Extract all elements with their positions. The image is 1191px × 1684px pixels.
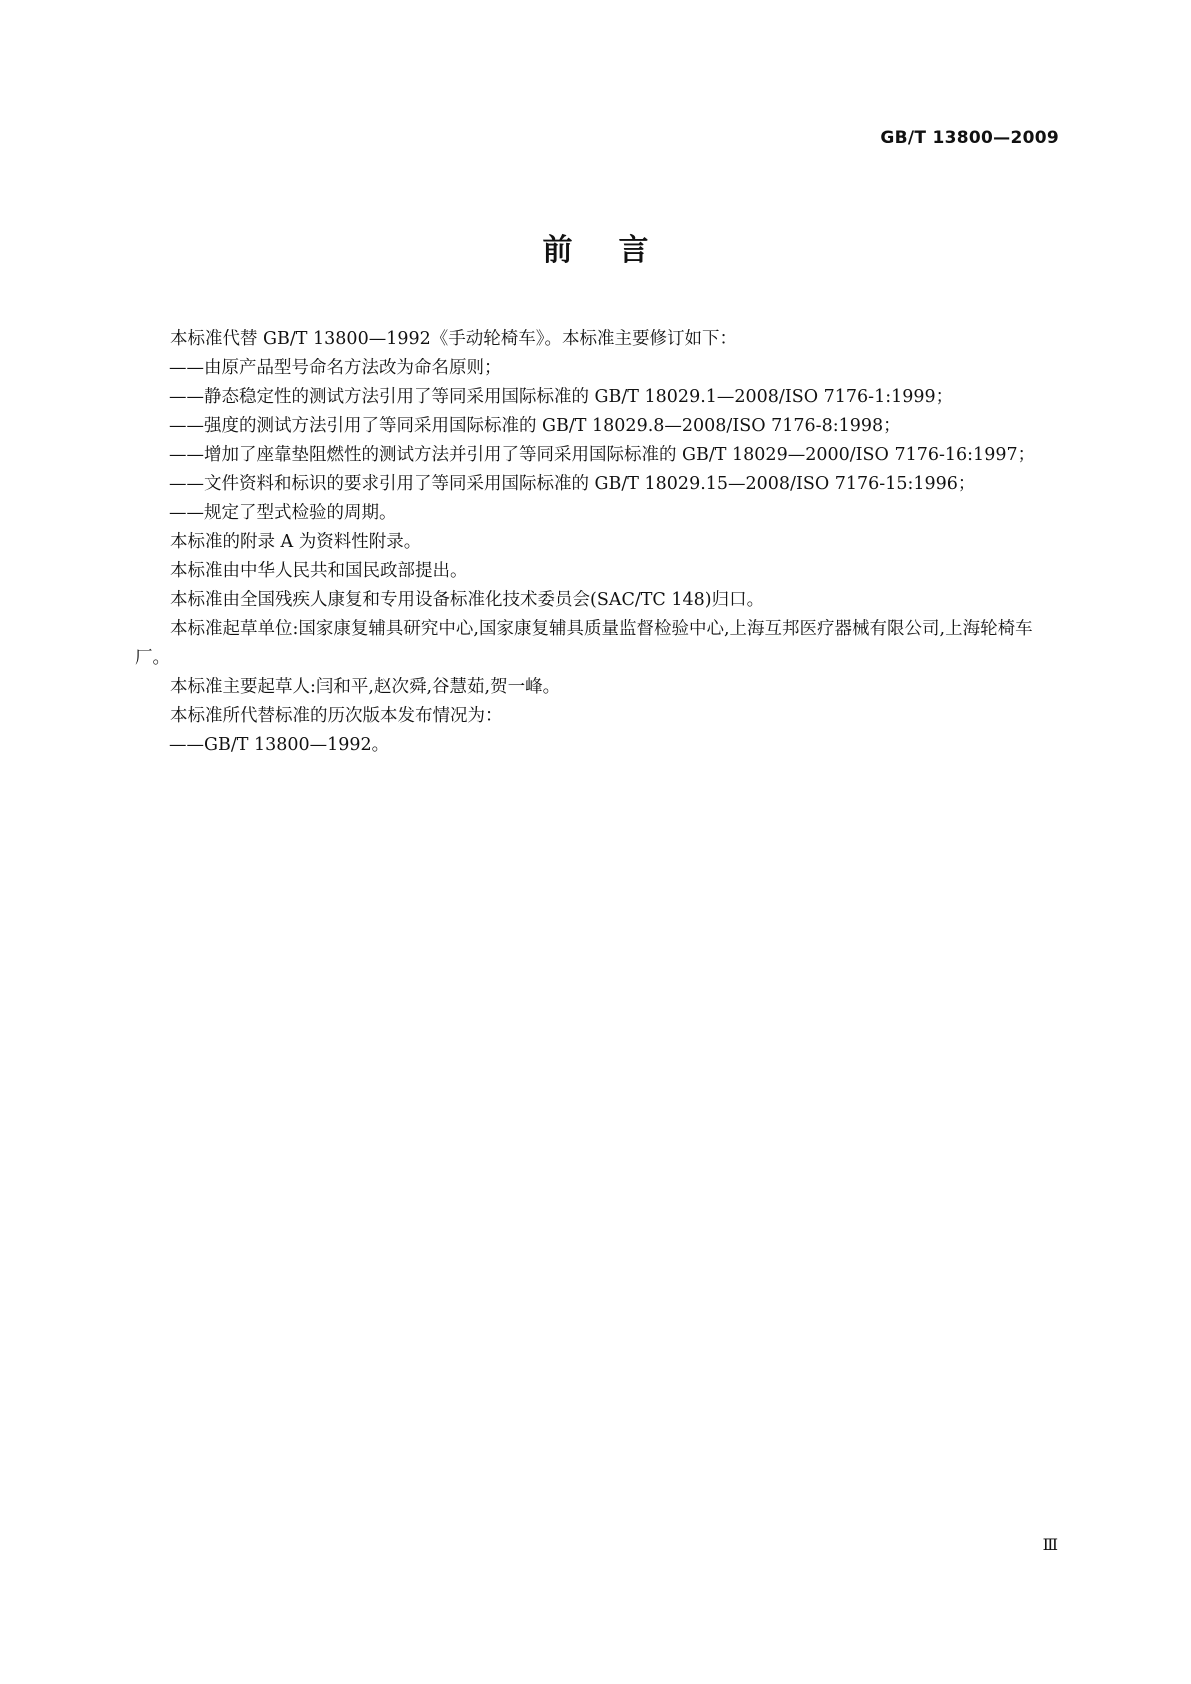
intro-paragraph: 本标准代替 GB/T 13800—1992《手动轮椅车》。本标准主要修订如下： (170, 329, 737, 349)
history-item: ——GB/T 13800—1992。 (169, 735, 390, 755)
proposer-paragraph: 本标准由中华人民共和国民政部提出。 (170, 561, 468, 581)
revision-item: ——规定了型式检验的周期。 (169, 503, 397, 523)
page-number: Ⅲ (1042, 1535, 1058, 1554)
drafters-paragraph: 本标准主要起草人:闫和平,赵次舜,谷慧茹,贺一峰。 (170, 677, 561, 697)
annex-note-paragraph: 本标准的附录 A 为资料性附录。 (170, 532, 422, 552)
revision-item: ——由原产品型号命名方法改为命名原则； (169, 358, 502, 378)
revision-item: ——增加了座靠垫阻燃性的测试方法并引用了等同采用国际标准的 GB/T 18029—2000/ISO 7176-16:1997； (169, 445, 1036, 465)
revision-item: ——文件资料和标识的要求引用了等同采用国际标准的 GB/T 18029.15—2008/ISO 7176-15:1996； (169, 474, 976, 494)
revision-item: ——强度的测试方法引用了等同采用国际标准的 GB/T 18029.8—2008/ISO 7176-8:1998； (169, 416, 901, 436)
committee-paragraph: 本标准由全国残疾人康复和专用设备标准化技术委员会(SAC/TC 148)归口。 (170, 590, 765, 610)
page-title: 前言 (542, 233, 695, 268)
foreword-body (135, 325, 1058, 760)
revision-item: ——静态稳定性的测试方法引用了等同采用国际标准的 GB/T 18029.1—2008/ISO 7176-1:1999； (169, 387, 954, 407)
drafting-units-paragraph: 本标准起草单位:国家康复辅具研究中心,国家康复辅具质量监督检验中心,上海互邦医疗器械有限公司,上海轮椅车厂。 (135, 619, 1033, 668)
history-paragraph: 本标准所代替标准的历次版本发布情况为： (170, 706, 503, 726)
standard-code: GB/T 13800—2009 (880, 128, 1059, 148)
